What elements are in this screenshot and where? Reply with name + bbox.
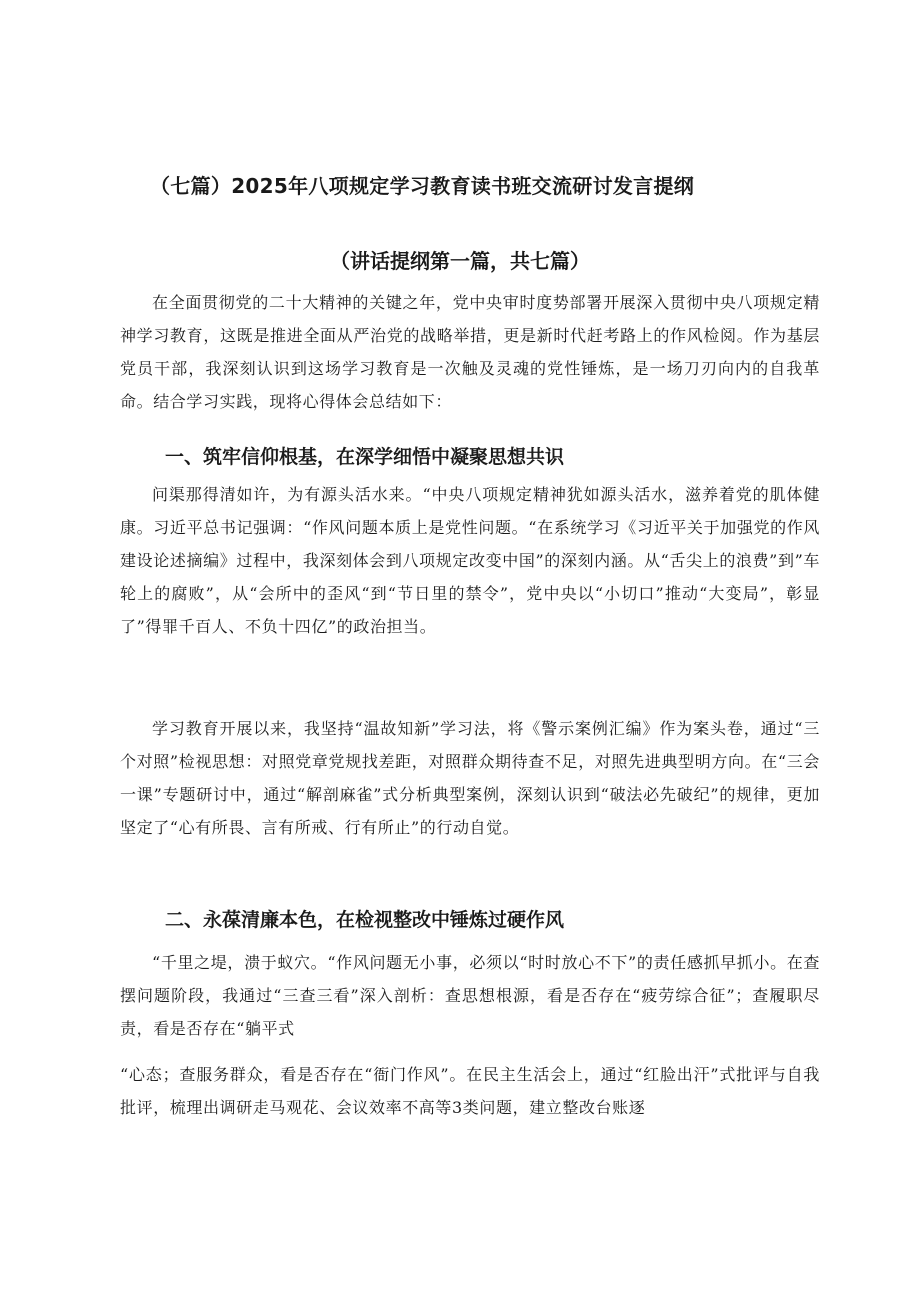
document-subtitle: （讲话提纲第一篇，共七篇） (330, 249, 590, 273)
section-1-paragraph-1: 问渠那得清如许，为有源头活水来。“中央八项规定精神犹如源头活水，滋养着党的肌体健康。习近平总书记强调：“作风问题本质上是党性问题。“在系统学习《习近平关于加强党的作风建设论述摘编》过程中，我深刻体会到八项规定改变中国”的深刻内涵。从“舌尖上的浪费”到”车轮上的腐败”，从“会所中的歪风“到“节日里的禁令”，党中央以“小切口”推动“大变局”，彰显了”得罪千百人、不负十四亿”的政治担当。 (120, 485, 820, 636)
section-2-heading: 二、永葆清廉本色，在检视整改中锤炼过硬作风 (165, 909, 565, 931)
section-2-paragraph-2: “心态；查服务群众，看是否存在“衙门作风”。在民主生活会上，通过“红脸出汗”式批评与自我批评，梳理出调研走马观花、会议效率不高等3类问题，建立整改台账逐 (120, 1065, 820, 1117)
section-2 (120, 900, 820, 940)
document-title: （七篇）2025年八项规定学习教育读书班交流研讨发言提纲 (150, 174, 695, 198)
section-1 (120, 437, 820, 477)
section-1-paragraph-2: 学习教育开展以来，我坚持“温故知新”学习法，将《警示案例汇编》作为案头卷，通过“三个对照”检视思想：对照党章党规找差距，对照群众期待查不足，对照先进典型明方向。在“三会一课”专题研讨中，通过“解剖麻雀”式分析典型案例，深刻认识到“破法必先破纪”的规律，更加坚定了“心有所畏、言有所戒、行有所止”的行动自觉。 (120, 719, 820, 837)
section-1-body (120, 478, 820, 643)
intro-block (120, 286, 820, 418)
section-2-paragraph-1: “千里之堤，溃于蚁穴。“作风问题无小事，必须以“时时放心不下”的责任感抓早抓小。在查摆问题阶段，我通过“三查三看”深入剖析：查思想根源，看是否存在“疲劳综合征”；查履职尽责，看是否存在“躺平式 (120, 953, 820, 1038)
intro-paragraph: 在全面贯彻党的二十大精神的关键之年，党中央审时度势部署开展深入贯彻中央八项规定精神学习教育，这既是推进全面从严治党的战略举措，更是新时代赶考路上的作风检阅。作为基层党员干部，我深刻认识到这场学习教育是一次触及灵魂的党性锤炼，是一场刀刃向内的自我革命。结合学习实践，现将心得体会总结如下： (120, 293, 820, 411)
section-2-body (120, 946, 820, 1045)
section-1-body-2 (120, 712, 820, 844)
section-2-body-2 (120, 1058, 820, 1124)
section-1-heading: 一、筑牢信仰根基，在深学细悟中凝聚思想共识 (165, 446, 565, 468)
